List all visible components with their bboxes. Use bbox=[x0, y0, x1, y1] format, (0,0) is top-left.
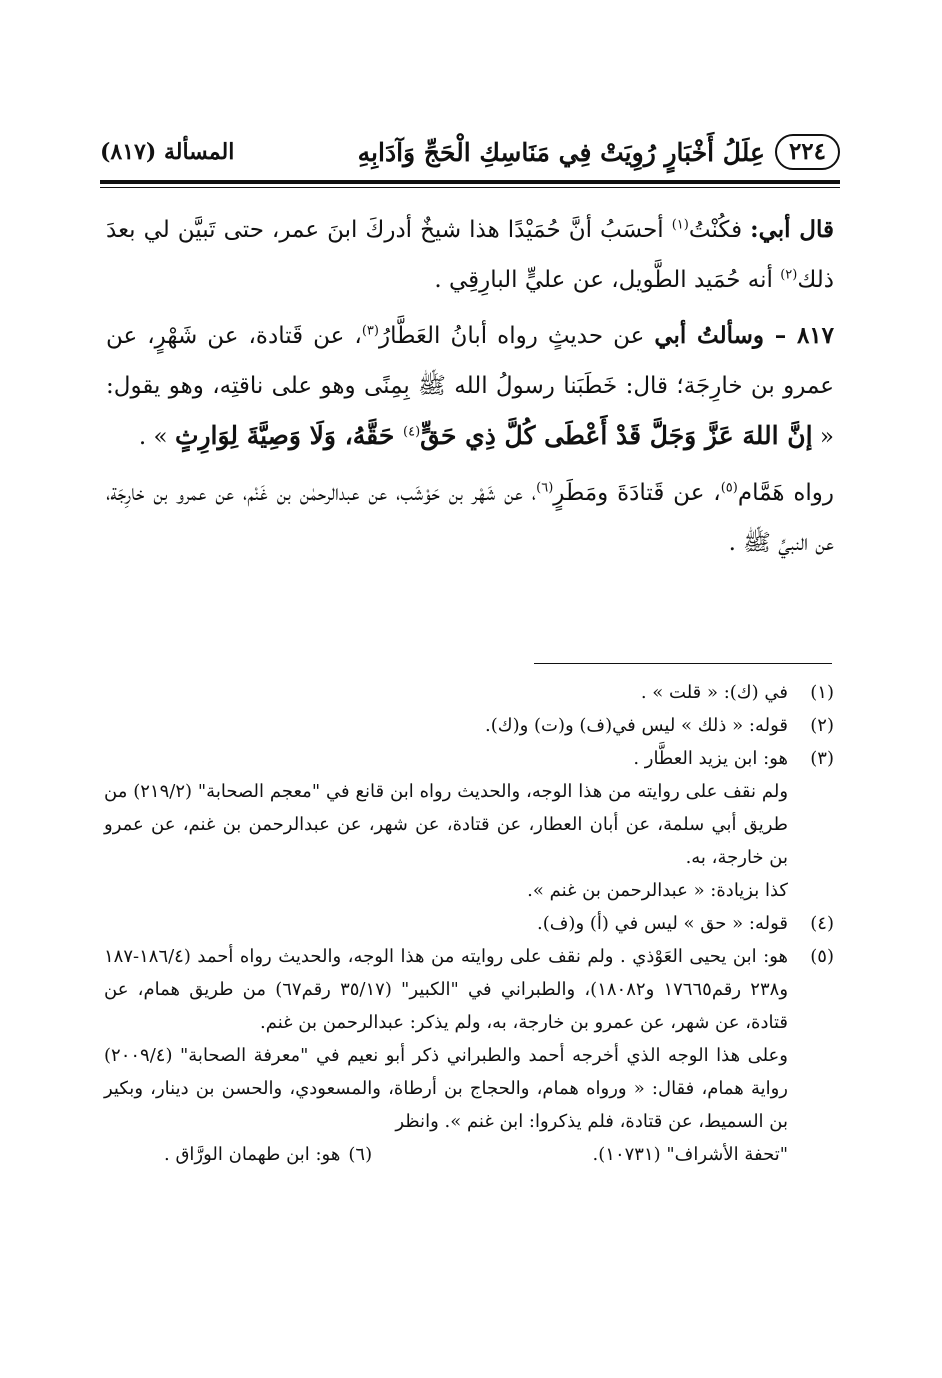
p3-text-a: رواه هَمَّام bbox=[737, 480, 835, 506]
p2-text-a: عن حديثٍ رواه أبانُ العَطَّارُ bbox=[378, 323, 655, 349]
footnote-ref-1[interactable]: (١) bbox=[671, 217, 689, 233]
p1-text-c: أنه حُمَيد الطَّويل، عن عليٍّ البارِقِي . bbox=[434, 267, 781, 293]
footnote-ref-4[interactable]: (٤) bbox=[403, 424, 421, 440]
footnote-separator bbox=[534, 663, 832, 664]
footnote-text: هو: ابن يحيى العَوْذي . ولم نقف على روايته من هذا الوجه، والحديث رواه أحمد (١٨٦/٤-١٨٧ و٢٣٨ رقم١٧٦٦٥ و١٨٠٨٢)، والطبراني في "الكبير" (٣٥/١٧ رقم٦٧) من طريق همام، عن قتادة، عن شهر، عن عمرو بن خارجة، به، ولم يذكر: عبدالرحمن بن غنم. bbox=[104, 946, 789, 1033]
book-title: عِلَلُ أَخْبَارٍ رُوِيَتْ فِي مَنَاسِكِ الْحَجِّ وَآدَابِهِ bbox=[357, 137, 765, 167]
footnote-number: (٦) bbox=[348, 1144, 373, 1165]
hadith-text-a: إنَّ اللهَ عَزَّ وَجَلَّ قَدْ أَعْطَى كُلَّ ذِي حَقٍّ bbox=[420, 421, 813, 450]
header-title-group bbox=[358, 134, 840, 170]
footnote-number: (٢) bbox=[810, 715, 834, 736]
header-rule-thick bbox=[100, 180, 840, 184]
footnote-2 bbox=[104, 709, 834, 742]
page-header bbox=[100, 128, 840, 176]
footnote-text: في (ك): « قلت » . bbox=[640, 682, 788, 703]
p1-text-b: أحسَبُ أنَّ حُمَيْدًا هذا شيخٌ أدركَ ابنَ عمر، حتى تَبيَّن لي بعدَ ذلك bbox=[106, 217, 834, 293]
p3-text-c: ، عن شَهْر بن حَوْشَب، عن عبدالرحمٰن بن غَنْم، عن عمرو بن خارِجَة، عن النبيِّ ﷺ . bbox=[106, 480, 834, 556]
footnote-text: هو: ابن طهمان الورَّاق . bbox=[164, 1144, 341, 1165]
footnote-text: هو: ابن يزيد العطَّار . bbox=[633, 748, 788, 769]
hadith-text-b: حَقَّهُ، وَلَا وَصِيَّةَ لِوَارِثٍ bbox=[174, 421, 403, 450]
footnote-last-line bbox=[104, 1138, 834, 1171]
p1-text-a: فكُنْتُ bbox=[688, 217, 751, 243]
footnote-5-continuation-2: "تحفة الأشراف" (١٠٧٣١). bbox=[592, 1144, 788, 1165]
footnote-3-continuation: ولم نقف على روايته من هذا الوجه، والحديث رواه ابن قانع في "معجم الصحابة" (٢١٩/٢) من طريق أبي سلمة، عن أبان العطار، عن قتادة، عن شهر، عن عبدالرحمن بن غنم، عن عمرو بن خارجة، به. bbox=[104, 781, 789, 868]
footnote-5 bbox=[104, 940, 834, 1039]
question-number: ٨١٧ – وسألتُ أبي bbox=[654, 322, 834, 349]
paragraph-2 bbox=[106, 311, 834, 462]
section-label: المسألة (٨١٧) bbox=[100, 139, 235, 165]
speaker-label: قال أبي: bbox=[750, 216, 834, 243]
footnote-ref-6[interactable]: (٦) bbox=[536, 480, 554, 496]
footnote-text: قوله: « حق » ليس في (أ) و(ف). bbox=[537, 913, 788, 934]
footnote-number: (٤) bbox=[810, 913, 834, 934]
paragraph-1 bbox=[106, 205, 834, 305]
footnote-text: قوله: « ذلك » ليس في(ف) و(ت) و(ك). bbox=[484, 715, 788, 736]
footnote-3-continuation-2: كذا بزيادة: « عبدالرحمن بن غنم ». bbox=[527, 880, 788, 901]
footnote-ref-5[interactable]: (٥) bbox=[720, 480, 738, 496]
paragraph-3 bbox=[106, 468, 834, 568]
footnote-3 bbox=[104, 742, 834, 775]
header-rule-thin bbox=[100, 187, 840, 188]
footnote-number: (١) bbox=[810, 682, 834, 703]
footnote-1 bbox=[104, 676, 834, 709]
page-number: ٢٢٤ bbox=[775, 134, 840, 170]
main-text bbox=[106, 205, 834, 574]
footnote-number: (٥) bbox=[810, 946, 834, 967]
footnotes bbox=[104, 676, 834, 1171]
footnote-4 bbox=[104, 907, 834, 940]
footnote-5-continuation: وعلى هذا الوجه الذي أخرجه أحمد والطبراني ذكر أبو نعيم في "معرفة الصحابة" (٢٠٠٩/٤) رواية همام، فقال: « ورواه همام، والحجاج بن أرطاة، والمسعودي، والحسن بن دينار، وبكير بن السميط، عن قتادة، فلم يذكروا: ابن غنم ». وانظر bbox=[104, 1045, 788, 1132]
footnote-6 bbox=[104, 1138, 372, 1171]
footnote-ref-3[interactable]: (٣) bbox=[361, 323, 379, 339]
p2-end: » . bbox=[138, 424, 175, 450]
p3-text-b: ، عن قَتادَةَ ومَطَرٍ bbox=[553, 480, 721, 506]
footnote-ref-2[interactable]: (٢) bbox=[780, 267, 798, 283]
footnote-number: (٣) bbox=[810, 748, 834, 769]
p2-text-b: ، عن قَتادة، عن شَهْرٍ، عن عمرو بن خارِجَة؛ قال: خَطَبَنا رسولُ الله ﷺ بِمِنًى وهو على ناقتِه، وهو يقول: « bbox=[106, 323, 834, 450]
